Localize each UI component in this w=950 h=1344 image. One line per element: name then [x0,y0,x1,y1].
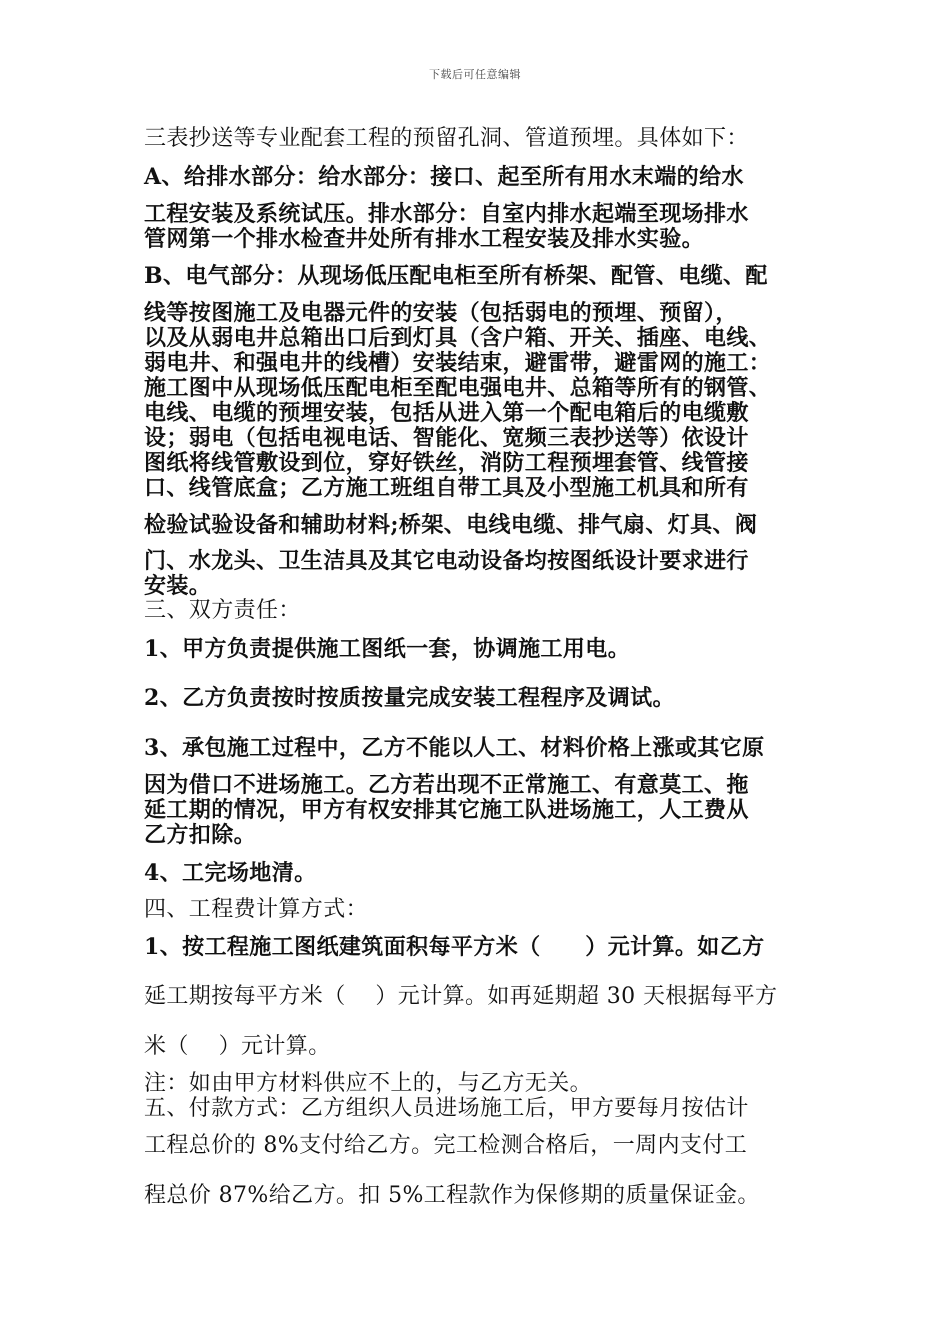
note-line: 注：如由甲方材料供应不上的，与乙方无关。 [144,1071,593,1096]
page-header-note: 下载后可任意编辑 [429,68,521,81]
body-line: 管网第一个排水检查井处所有排水工程安装及排水实验。 [144,226,705,252]
body-line: 门、水龙头、卫生洁具及其它电动设备均按图纸设计要求进行 [144,548,749,574]
body-line: 3、承包施工过程中，乙方不能以人工、材料价格上涨或其它原 [144,735,765,761]
body-line: A、给排水部分：给水部分：接口、起至所有用水末端的给水 [144,164,744,190]
body-line: 因为借口不进场施工。乙方若出现不正常施工、有意莫工、拖 [144,772,749,798]
section-heading: 三、双方责任： [144,598,301,623]
body-line: 安装。 [144,573,212,599]
section-heading: 四、工程费计算方式： [144,897,369,922]
body-line: 2、乙方负责按时按质按量完成安装工程程序及调试。 [144,685,675,711]
body-line: 延工期按每平方米（ ）元计算。如再延期超 30 天根据每平方 [144,984,778,1009]
body-line: 检验试验设备和辅助材料;桥架、电线电缆、排气扇、灯具、阀 [144,512,758,538]
section-heading: 五、付款方式：乙方组织人员进场施工后，甲方要每月按估计 [144,1096,749,1121]
body-line: 程总价 87%给乙方。扣 5%工程款作为保修期的质量保证金。 [144,1183,760,1208]
body-line: 口、线管底盒；乙方施工班组自带工具及小型施工机具和所有 [144,475,749,501]
body-line: 图纸将线管敷设到位，穿好铁丝，消防工程预埋套管、线管接 [144,450,749,476]
body-line: 线等按图施工及电器元件的安装（包括弱电的预埋、预留）， [144,300,738,326]
body-line: 乙方扣除。 [144,822,257,848]
body-line: B、电气部分：从现场低压配电柜至所有桥架、配管、电缆、配 [144,263,768,289]
body-line: 工程安装及系统试压。排水部分：自室内排水起端至现场排水 [144,201,749,227]
body-line: 1、按工程施工图纸建筑面积每平方米（ ）元计算。如乙方 [144,934,765,960]
body-line: 工程总价的 8%支付给乙方。完工检测合格后，一周内支付工 [144,1133,748,1158]
body-line: 施工图中从现场低压配电柜至配电强电井、总箱等所有的钢管、 [144,375,772,401]
body-line: 4、工完场地清。 [144,860,317,886]
body-line: 米（ ）元计算。 [144,1034,331,1059]
body-line: 以及从弱电井总箱出口后到灯具（含户箱、开关、插座、电线、 [144,325,772,351]
body-line: 弱电井、和强电井的线槽）安装结束，避雷带，避雷网的施工： [144,350,772,376]
body-line: 延工期的情况，甲方有权安排其它施工队进场施工，人工费从 [144,797,749,823]
body-line: 设；弱电（包括电视电话、智能化、宽频三表抄送等）依设计 [144,425,749,451]
body-line: 电线、电缆的预埋安装，包括从进入第一个配电箱后的电缆敷 [144,400,749,426]
body-line: 1、甲方负责提供施工图纸一套，协调施工用电。 [144,636,631,662]
body-line: 三表抄送等专业配套工程的预留孔洞、管道预埋。具体如下： [144,126,749,151]
